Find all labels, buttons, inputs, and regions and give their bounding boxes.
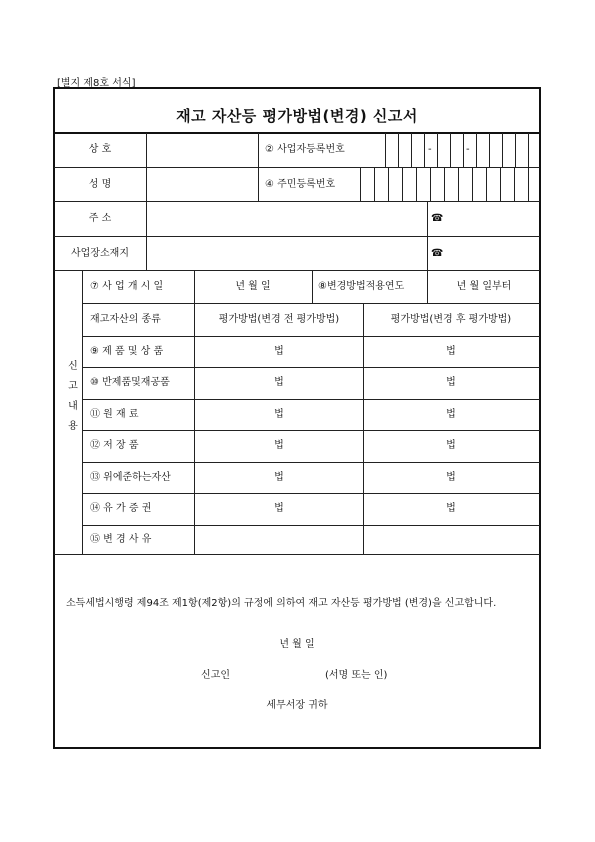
col-divider [312, 270, 313, 303]
digit-box-line [502, 133, 503, 167]
item-label: ⑪ 원 재 료 [90, 409, 139, 420]
item-method-after: 법 [446, 472, 456, 483]
row-divider [82, 399, 540, 400]
item-method-after: 법 [446, 440, 456, 451]
col-divider [427, 270, 428, 303]
reporter-label: 신고인 [201, 670, 230, 681]
digit-box-line [424, 133, 425, 167]
col-divider [194, 270, 195, 554]
row-divider [82, 336, 540, 337]
item-method-before: 법 [274, 377, 284, 388]
digit-box-line [500, 167, 501, 201]
row-divider [82, 493, 540, 494]
digit-box-line [476, 133, 477, 167]
apply-year-label: ⑧변경방법적용연도 [318, 281, 405, 292]
reg-dash: - [428, 144, 432, 155]
method-before-header: 평가방법(변경 전 평가방법) [218, 314, 340, 325]
digit-box-line [416, 167, 417, 201]
item-method-after: 법 [446, 503, 456, 514]
item-method-before: 법 [274, 409, 284, 420]
digit-box-line [514, 167, 515, 201]
digit-box-line [398, 133, 399, 167]
item-label: ⑨ 제 품 및 상 품 [90, 346, 164, 357]
item-method-before: 법 [274, 472, 284, 483]
phone-icon: ☎ [431, 248, 444, 259]
digit-box-line [437, 133, 438, 167]
item-method-before: 법 [274, 503, 284, 514]
item-method-after: 법 [446, 346, 456, 357]
change-reason-label: ⑮ 변 경 사 유 [90, 534, 152, 545]
signature-note: (서명 또는 인) [325, 670, 388, 681]
table-bottom-line [54, 554, 540, 555]
item-label: ⑩ 반제품및재공품 [90, 377, 170, 388]
row-divider [54, 201, 540, 202]
start-date-value: 년 월 일 [235, 281, 271, 292]
digit-box-line [374, 167, 375, 201]
item-method-after: 법 [446, 377, 456, 388]
report-content-section-label: 신 고 내 용 [68, 361, 78, 432]
digit-box-line [486, 167, 487, 201]
digit-box-line [463, 133, 464, 167]
digit-box-line [444, 167, 445, 201]
row-divider [82, 303, 540, 304]
digit-box-line [385, 133, 386, 167]
item-method-after: 법 [446, 409, 456, 420]
form-title: 재고 자산등 평가방법(변경) 신고서 [176, 107, 418, 125]
digit-box-line [388, 167, 389, 201]
method-after-header: 평가방법(변경 후 평가방법) [390, 314, 512, 325]
col-divider [258, 133, 259, 201]
row-divider [54, 236, 540, 237]
apply-from-date: 년 월 일부터 [456, 281, 512, 292]
recipient-label: 세무서장 귀하 [266, 700, 328, 711]
reg-dash: - [466, 144, 470, 155]
digit-box-line [402, 167, 403, 201]
digit-box-line [515, 133, 516, 167]
section-divider [82, 270, 83, 554]
item-label: ⑫ 저 장 품 [90, 440, 139, 451]
company-name-label: 상 호 [88, 144, 112, 155]
title-divider [54, 132, 540, 134]
digit-box-line [430, 167, 431, 201]
digit-box-line [458, 167, 459, 201]
row-divider [82, 462, 540, 463]
declaration-text: 소득세법시행령 제94조 제1항(제2항)의 규정에 의하여 재고 자산등 평가방법 (변경)을 신고합니다. [66, 598, 497, 609]
row-divider [54, 167, 540, 168]
item-label: ⑭ 유 가 증 권 [90, 503, 152, 514]
person-name-label: 성 명 [88, 179, 112, 190]
digit-box-line [450, 133, 451, 167]
row-divider [82, 525, 540, 526]
footer-date: 년 월 일 [279, 639, 315, 650]
form-number-label: [별지 제8호 서식] [57, 78, 136, 89]
row-divider [54, 270, 540, 271]
digit-box-line [411, 133, 412, 167]
digit-box-line [528, 167, 529, 201]
col-divider [146, 133, 147, 270]
row-divider [82, 367, 540, 368]
start-date-label: ⑦ 사 업 개 시 일 [90, 281, 164, 292]
col-divider [427, 201, 428, 270]
digit-box-line [489, 133, 490, 167]
item-method-before: 법 [274, 440, 284, 451]
business-reg-no-label: ② 사업자등록번호 [265, 144, 345, 155]
item-method-before: 법 [274, 346, 284, 357]
digit-box-line [528, 133, 529, 167]
row-divider [82, 430, 540, 431]
business-location-label: 사업장소재지 [71, 248, 129, 259]
digit-box-line [472, 167, 473, 201]
address-label: 주 소 [88, 213, 112, 224]
inventory-type-header: 재고자산의 종류 [90, 314, 161, 325]
digit-box-line [360, 167, 361, 201]
phone-icon: ☎ [431, 213, 444, 224]
item-label: ⑬ 위에준하는자산 [90, 472, 171, 483]
col-divider [363, 303, 364, 554]
resident-no-label: ④ 주민등록번호 [265, 179, 336, 190]
